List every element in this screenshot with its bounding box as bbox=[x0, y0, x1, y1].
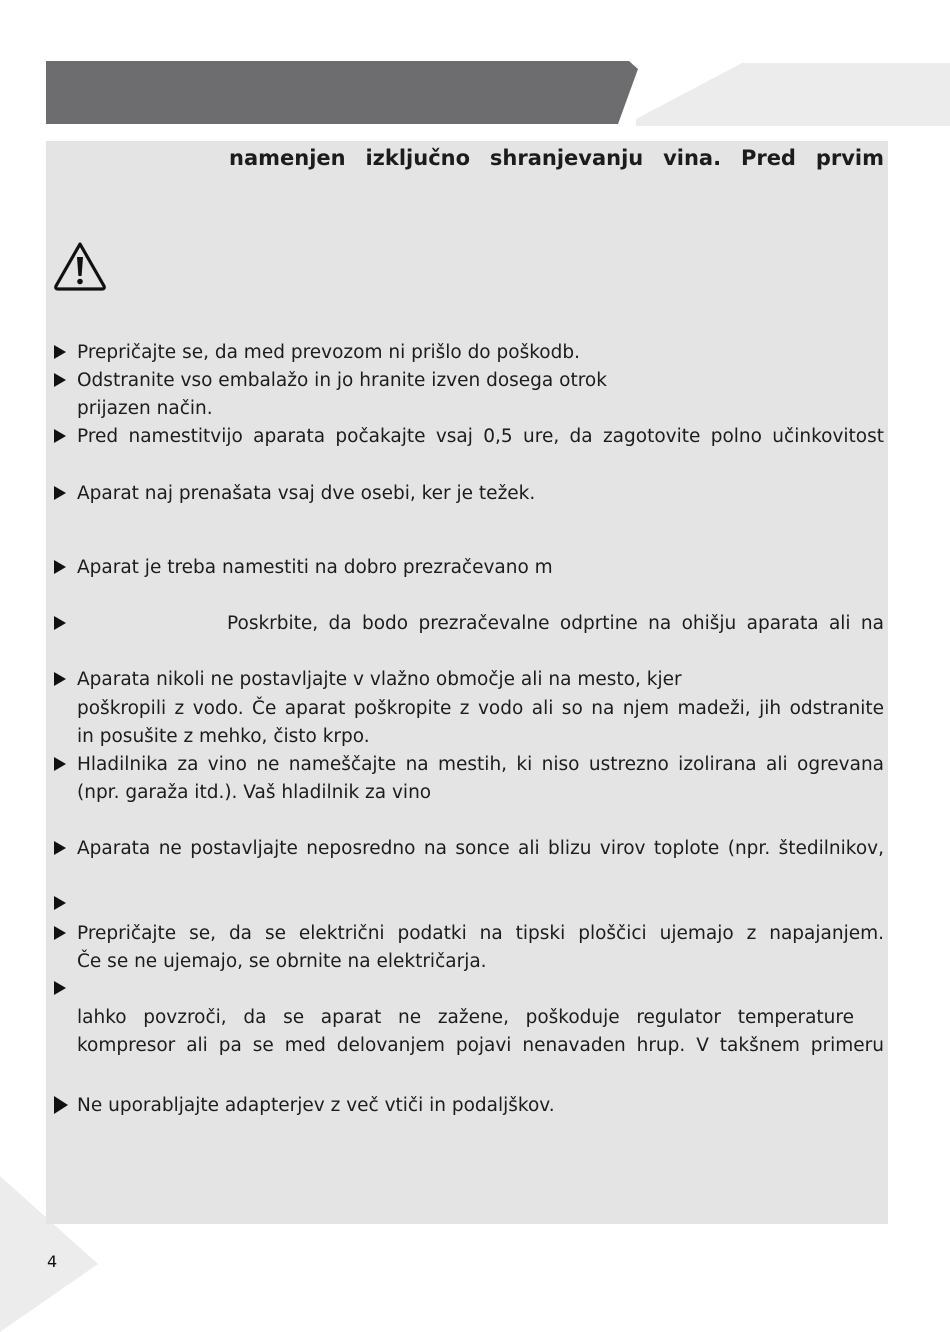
bullet-arrow-icon bbox=[54, 1096, 68, 1114]
list-item: Aparata ne postavljajte neposredno na sonce ali blizu virov toplote (npr. štedilnikov, bbox=[77, 838, 884, 859]
list-item: (npr. garaža itd.). Vaš hladilnik za vino bbox=[77, 782, 432, 803]
bullet-arrow-icon bbox=[54, 373, 66, 387]
list-item: Odstranite vso embalažo in jo hranite izven dosega otrok bbox=[77, 370, 607, 391]
list-item: Aparata nikoli ne postavljajte v vlažno območje ali na mesto, kjer bbox=[77, 669, 682, 690]
list-item: prijazen način. bbox=[77, 398, 213, 419]
list-item: Hladilnika za vino ne nameščajte na mestih, ki niso ustrezno izolirana ali ogrevana bbox=[77, 754, 884, 775]
bullet-arrow-icon bbox=[54, 429, 66, 443]
bullet-arrow-icon bbox=[54, 560, 66, 574]
header-bar bbox=[46, 61, 638, 124]
list-item: Ne uporabljajte adapterjev z več vtiči in podaljškov. bbox=[77, 1095, 555, 1116]
bullet-arrow-icon bbox=[54, 896, 66, 910]
list-item: in posušite z mehko, čisto krpo. bbox=[77, 726, 370, 747]
bullet-arrow-icon bbox=[54, 616, 66, 630]
bullet-arrow-icon bbox=[54, 672, 66, 686]
list-item: kompresor ali pa se med delovanjem pojavi nenavaden hrup. V takšnem primeru bbox=[77, 1035, 884, 1056]
warning-triangle-icon bbox=[52, 240, 108, 292]
list-item: Če se ne ujemajo, se obrnite na električarja. bbox=[77, 951, 487, 972]
bullet-arrow-icon bbox=[54, 345, 66, 359]
bullet-arrow-icon bbox=[54, 981, 66, 995]
list-item: Aparat naj prenašata vsaj dve osebi, ker je težek. bbox=[77, 483, 536, 504]
list-item: Poskrbite, da bodo prezračevalne odprtine na ohišju aparata ali na bbox=[227, 613, 884, 634]
page-number: 4 bbox=[47, 1252, 58, 1271]
header-bar-secondary bbox=[636, 63, 950, 126]
bullet-arrow-icon bbox=[54, 486, 66, 500]
bullet-arrow-icon bbox=[54, 926, 66, 940]
list-item: lahko povzroči, da se aparat ne zažene, poškoduje regulator temperature bbox=[77, 1007, 854, 1028]
list-item: Prepričajte se, da se električni podatki na tipski ploščici ujemajo z napajanjem. bbox=[77, 923, 884, 944]
intro-text: namenjen izključno shranjevanju vina. Pred prvim bbox=[229, 146, 884, 170]
list-item: poškropili z vodo. Če aparat poškropite z vodo ali so na njem madeži, jih odstranite bbox=[77, 698, 884, 719]
list-item: Pred namestitvijo aparata počakajte vsaj 0,5 ure, da zagotovite polno učinkovitost bbox=[77, 426, 884, 447]
list-item: Prepričajte se, da med prevozom ni prišlo do poškodb. bbox=[77, 342, 580, 363]
bullet-arrow-icon bbox=[54, 841, 66, 855]
bullet-arrow-icon bbox=[54, 757, 66, 771]
list-item: Aparat je treba namestiti na dobro prezračevano m bbox=[77, 557, 553, 578]
